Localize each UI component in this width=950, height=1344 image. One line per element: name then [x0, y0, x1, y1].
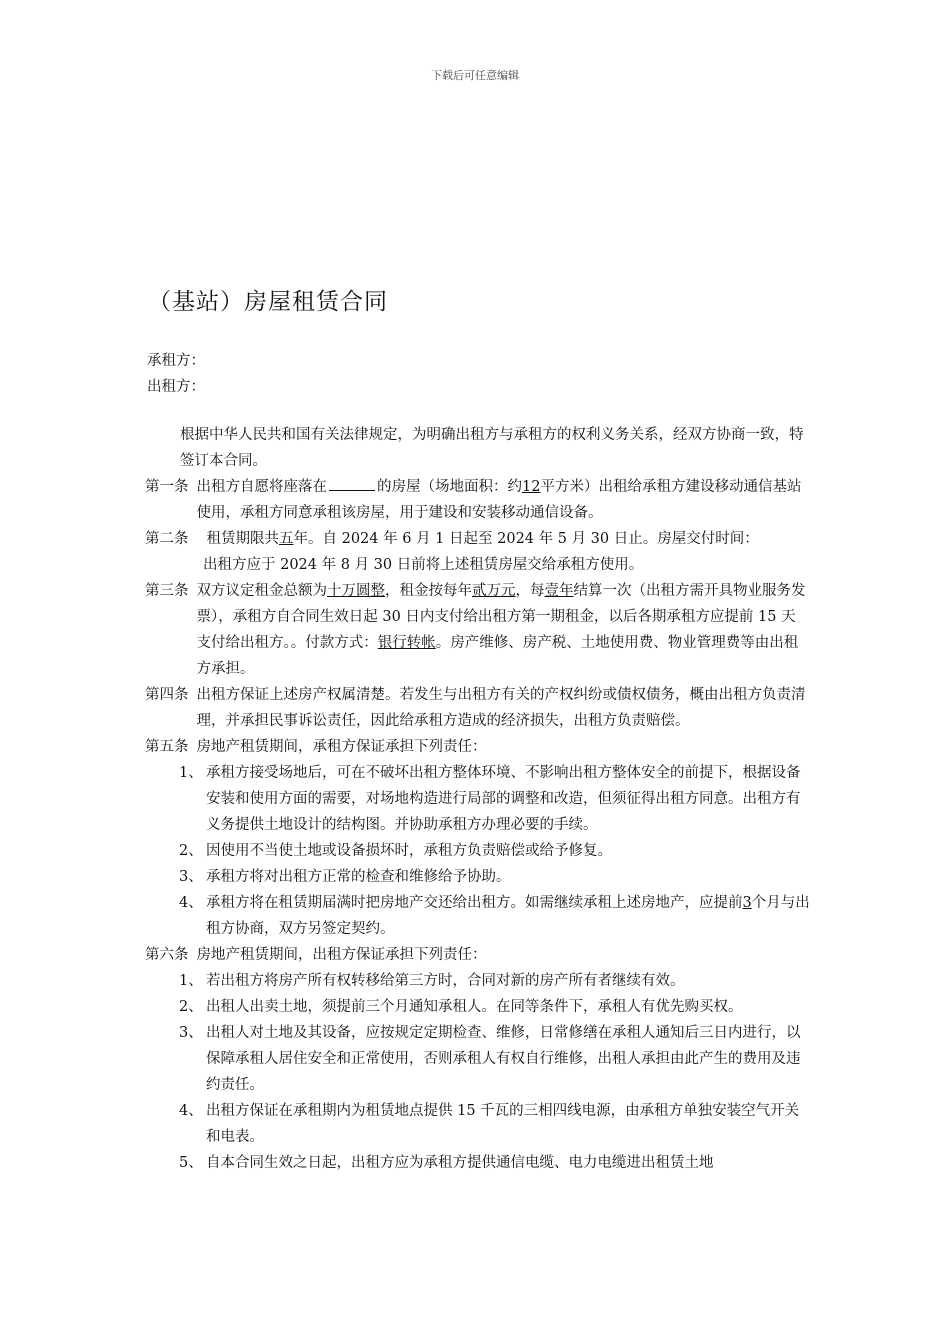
article-2	[145, 526, 810, 552]
item-text: 若出租方将房产所有权转移给第三方时，合同对新的房产所有者继续有效。	[206, 973, 685, 989]
intro-paragraph: 根据中华人民共和国有关法律规定，为明确出租方与承租方的权利义务关系，经双方协商一致，特签订本合同。	[180, 427, 804, 469]
article-text: 房地产租赁期间，承租方保证承担下列责任：	[196, 739, 487, 755]
item-number: 2、	[179, 999, 203, 1015]
lessor-label: 出租方：	[147, 379, 205, 395]
article-number: 第三条	[145, 583, 189, 599]
article-number: 第一条	[145, 479, 189, 495]
list-item	[145, 994, 810, 1020]
lease-years: 五	[279, 531, 294, 547]
item-number: 2、	[179, 843, 203, 859]
item-text: 出租人对土地及其设备，应按规定定期检查、维修，日常修缮在承租人通知后三日内进行，以保障承租人居住安全和正常使用，否则承租人有权自行维修，出租人承担由此产生的费用及违约责任。	[206, 1025, 801, 1093]
article-number: 第六条	[145, 947, 189, 963]
list-item	[145, 890, 810, 942]
article-number: 第五条	[145, 739, 189, 755]
article-2-line2	[145, 552, 810, 578]
list-item	[145, 864, 810, 890]
article-6	[145, 942, 810, 968]
contract-body	[145, 422, 810, 1176]
item-text: 自本合同生效之日起，出租方应为承租方提供通信电缆、电力电缆进出租赁土地	[206, 1155, 714, 1171]
lessee-label: 承租方：	[147, 353, 205, 369]
article-1	[145, 474, 810, 526]
item-text: 承租方将在租赁期届满时把房地产交还给出租方。如需继续承租上述房地产，应提前3个月与出租方协商，双方另签定契约。	[206, 895, 810, 937]
settlement-period: 壹年	[544, 583, 574, 599]
list-item	[145, 968, 810, 994]
blank-line	[329, 475, 375, 491]
article-4	[145, 682, 810, 734]
rent-total: 十万圆整	[327, 583, 385, 599]
list-item	[145, 760, 810, 838]
list-item	[145, 1020, 810, 1098]
rent-annual: 贰万元	[472, 583, 516, 599]
item-number: 5、	[179, 1155, 203, 1171]
item-text: 出租人出卖土地，须提前三个月通知承租人。在同等条件下，承租人有优先购买权。	[206, 999, 743, 1015]
notice-months: 3	[742, 895, 752, 911]
article-number: 第二条	[145, 531, 189, 547]
contract-title: （基站）房屋租赁合同	[148, 289, 388, 315]
list-item	[145, 1150, 810, 1176]
article-text: 房地产租赁期间，出租方保证承担下列责任：	[196, 947, 487, 963]
item-number: 1、	[179, 765, 203, 781]
parties-block	[147, 348, 205, 400]
item-number: 4、	[179, 1103, 203, 1119]
item-text: 承租方接受场地后，可在不破坏出租方整体环境、不影响出租方整体安全的前提下，根据设备安装和使用方面的需要，对场地构造进行局部的调整和改造，但须征得出租方同意。出租方有义务提供土地设计的结构图。并协助承租方办理必要的手续。	[206, 765, 801, 833]
item-number: 3、	[179, 869, 203, 885]
item-text: 出租方保证在承租期内为租赁地点提供 15 千瓦的三相四线电源，由承租方单独安装空气开关和电表。	[206, 1103, 800, 1145]
item-text: 承租方将对出租方正常的检查和维修给予协助。	[206, 869, 511, 885]
article-5	[145, 734, 810, 760]
list-item	[145, 1098, 810, 1150]
article-text: 出租方保证上述房产权属清楚。若发生与出租方有关的产权纠纷或债权债务，概由出租方负责清理，并承担民事诉讼责任，因此给承租方造成的经济损失，出租方负责赔偿。	[196, 687, 806, 729]
article-text: 双方议定租金总额为十万圆整，租金按每年贰万元，每壹年结算一次（出租方需开具物业服务发票），承租方自合同生效日起 30 日内支付给出租方第一期租金，以后各期承租方应提前 15 天支付给出租方。。付款方式：银行转帐。房产维修、房产税、土地使用费、物业管理费等由出租方承担。	[196, 583, 806, 677]
article-text: 出租方应于 2024 年 8 月 30 日前将上述租赁房屋交给承租方使用。	[203, 557, 644, 573]
item-number: 4、	[179, 895, 203, 911]
article-3	[145, 578, 810, 682]
item-number: 1、	[179, 973, 203, 989]
item-text: 因使用不当使土地或设备损坏时，承租方负责赔偿或给予修复。	[206, 843, 612, 859]
list-item	[145, 838, 810, 864]
page-header: 下载后可任意编辑	[431, 69, 519, 82]
payment-method: 银行转帐	[377, 635, 436, 651]
item-number: 3、	[179, 1025, 203, 1041]
area-value: 12	[522, 479, 541, 495]
article-text: 租赁期限共五年。自 2024 年 6 月 1 日起至 2024 年 5 月 30 日止。房屋交付时间：	[206, 531, 759, 547]
article-text: 出租方自愿将座落在 的房屋（场地面积：约12平方米）出租给承租方建设移动通信基站使用，承租方同意承租该房屋，用于建设和安装移动通信设备。	[197, 474, 811, 526]
article-number: 第四条	[145, 687, 189, 703]
